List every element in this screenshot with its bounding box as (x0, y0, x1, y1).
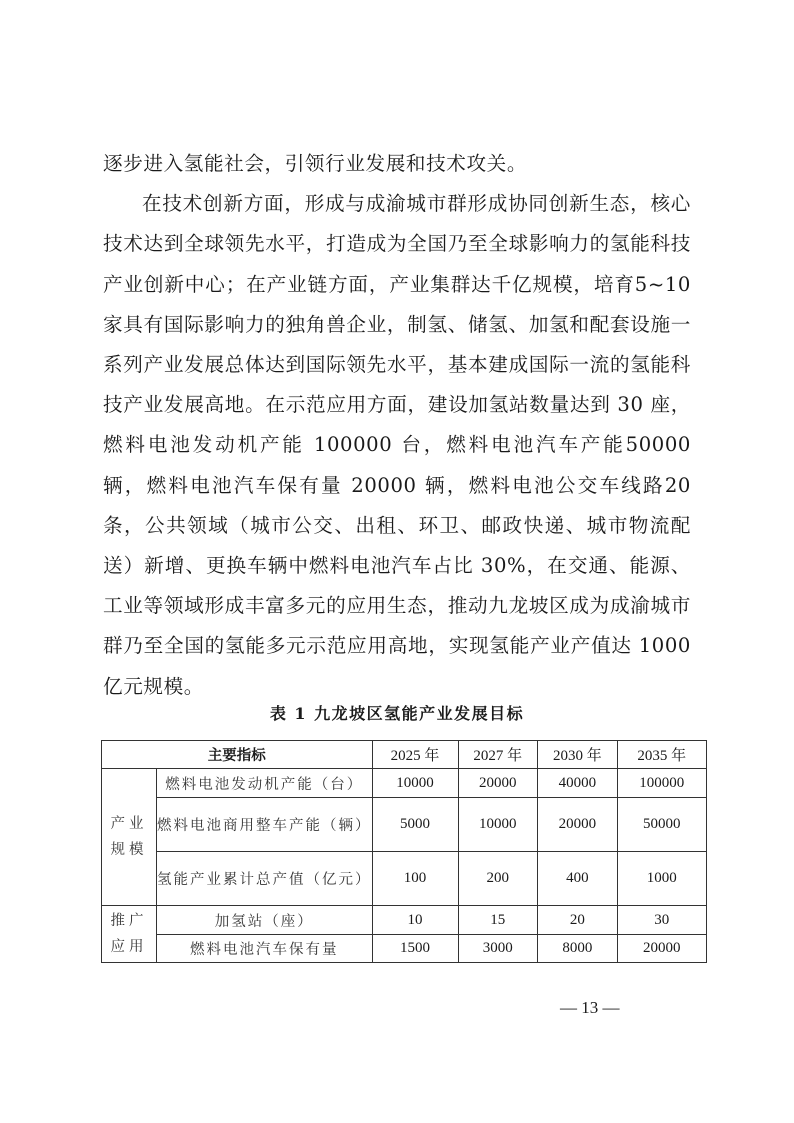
body-text (103, 144, 691, 707)
value-cell: 200 (458, 852, 538, 906)
table-row (102, 852, 707, 906)
header-year: 2030 年 (538, 741, 618, 769)
value-cell: 20000 (458, 769, 538, 798)
value-cell: 1000 (617, 852, 706, 906)
table-row (102, 935, 707, 963)
value-cell: 40000 (538, 769, 618, 798)
indicator-cell: 加氢站（座） (157, 906, 373, 935)
header-year: 2025 年 (372, 741, 458, 769)
table-row (102, 769, 707, 798)
indicator-cell: 燃料电池汽车保有量 (157, 935, 373, 963)
paragraph-continuation: 逐步进入氢能社会，引领行业发展和技术攻关。 (103, 152, 528, 175)
development-targets-table (101, 740, 707, 963)
value-cell: 20 (538, 906, 618, 935)
value-cell: 400 (538, 852, 618, 906)
indicator-cell: 燃料电池商用整车产能（辆） (157, 798, 373, 852)
value-cell: 8000 (538, 935, 618, 963)
value-cell: 5000 (372, 798, 458, 852)
header-main-indicator: 主要指标 (102, 741, 373, 769)
value-cell: 15 (458, 906, 538, 935)
paragraph-goals: 在技术创新方面，形成与成渝城市群形成协同创新生态，核心技术达到全球领先水平，打造成为全国乃至全球影响力的氢能科技产业创新中心；在产业链方面，产业集群达千亿规模，培育5~10 家具有国际影响力的独角兽企业，制氢、储氢、加氢和配套设施一系列产业发展总体达到国际领先水平，基本建成国际一流的氢能科技产业发展高地。在示范应用方面，建设加氢站数量达到 30 座，燃料电池发动机产能 100000 台，燃料电池汽车产能50000 辆，燃料电池汽车保有量 20000 辆，燃料电池公交车线路20 条，公共领域（城市公交、出租、环卫、邮政快递、城市物流配送）新增、更换车辆中燃料电池汽车占比 30%，在交通、能源、工业等领域形成丰富多元的应用生态，推动九龙坡区成为成渝城市群乃至全国的氢能多元示范应用高地，实现氢能产业产值达 1000 亿元规模。 (103, 192, 691, 698)
category-cell: 产业规模 (102, 769, 157, 906)
indicator-cell: 燃料电池发动机产能（台） (157, 769, 373, 798)
value-cell: 100000 (617, 769, 706, 798)
page-number: — 13 — (560, 998, 620, 1017)
value-cell: 20000 (538, 798, 618, 852)
value-cell: 10000 (372, 769, 458, 798)
value-cell: 1500 (372, 935, 458, 963)
table-row (102, 798, 707, 852)
value-cell: 20000 (617, 935, 706, 963)
value-cell: 10000 (458, 798, 538, 852)
value-cell: 3000 (458, 935, 538, 963)
value-cell: 10 (372, 906, 458, 935)
value-cell: 50000 (617, 798, 706, 852)
header-year: 2027 年 (458, 741, 538, 769)
value-cell: 30 (617, 906, 706, 935)
value-cell: 100 (372, 852, 458, 906)
indicator-cell: 氢能产业累计总产值（亿元） (157, 852, 373, 906)
table-row (102, 906, 707, 935)
table-caption: 表 1 九龙坡区氢能产业发展目标 (269, 704, 525, 723)
category-cell: 推广应用 (102, 906, 157, 963)
table-header-row (102, 741, 707, 769)
header-year: 2035 年 (617, 741, 706, 769)
